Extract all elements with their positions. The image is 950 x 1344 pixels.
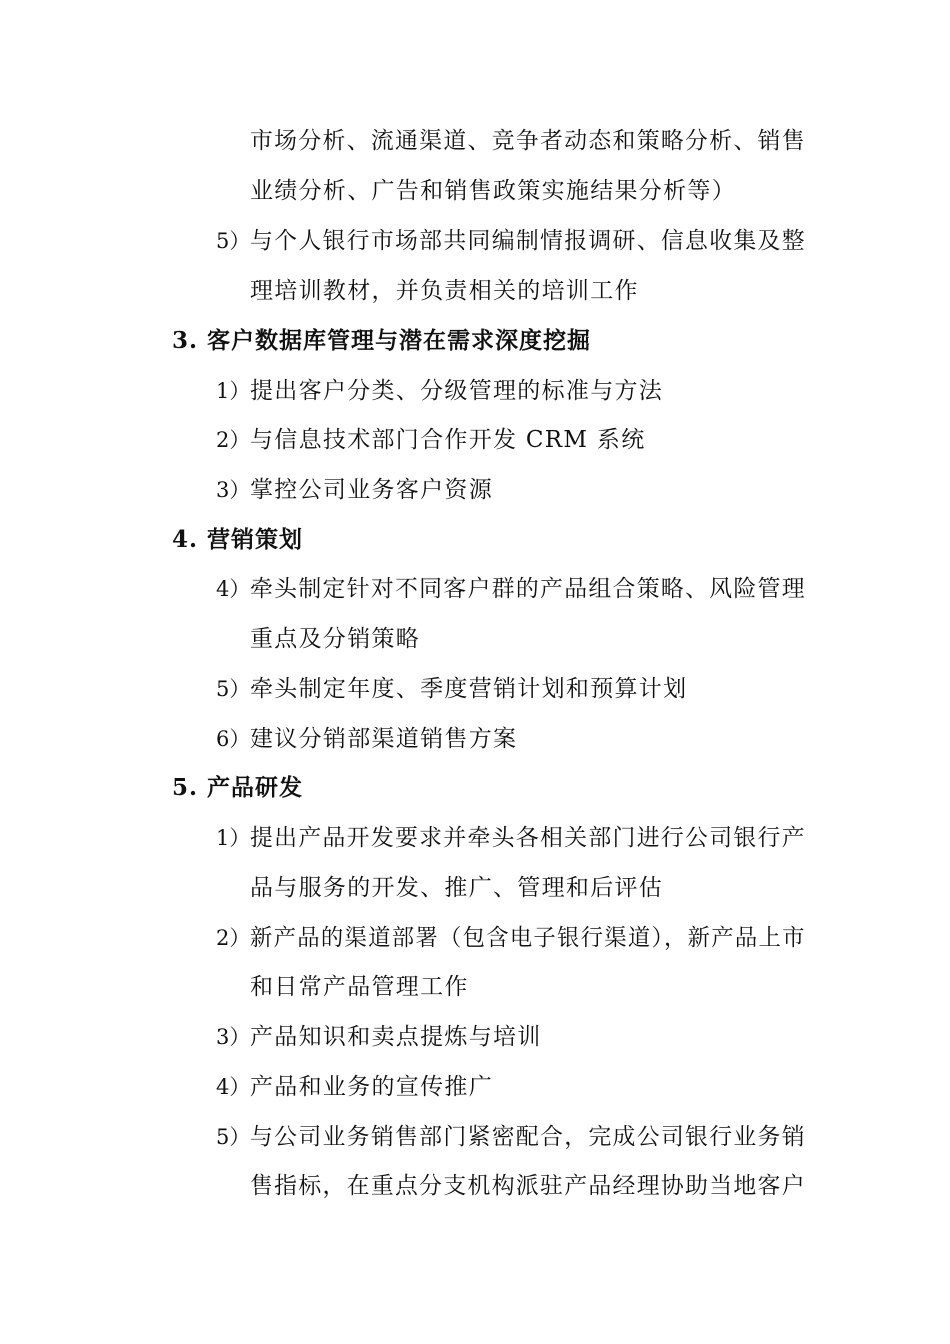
list-item-number: 4）: [216, 1075, 251, 1099]
list-item-number: 3）: [216, 478, 251, 502]
list-item-text: 新产品的渠道部署（包含电子银行渠道），新产品上市: [250, 925, 806, 951]
list-item-text: 和日常产品管理工作: [250, 974, 469, 1000]
list-item-text: 与公司业务销售部门紧密配合，完成公司银行业务销: [250, 1124, 806, 1150]
list-item-number: 4）: [216, 577, 251, 601]
list-item-number: 2）: [216, 926, 251, 950]
section-heading: 4. 营销策划: [172, 526, 304, 553]
list-item-number: 5）: [216, 229, 251, 253]
list-item-text: 产品知识和卖点提炼与培训: [250, 1024, 542, 1050]
list-item-number: 2）: [216, 428, 251, 452]
list-item-number: 1）: [216, 826, 251, 850]
list-item-text: 牵头制定年度、季度营销计划和预算计划: [250, 676, 688, 702]
section-heading: 5. 产品研发: [172, 774, 304, 801]
list-item-text: 售指标，在重点分支机构派驻产品经理协助当地客户: [250, 1173, 806, 1199]
list-item-text: 与个人银行市场部共同编制情报调研、信息收集及整: [250, 228, 806, 254]
list-item-text: 提出客户分类、分级管理的标准与方法: [250, 378, 664, 404]
list-item-text: 与信息技术部门合作开发 CRM 系统: [250, 427, 646, 453]
list-item-text: 牵头制定针对不同客户群的产品组合策略、风险管理: [250, 576, 806, 602]
list-item-number: 5）: [216, 677, 251, 701]
list-item-number: 5）: [216, 1125, 251, 1149]
list-item-text: 品与服务的开发、推广、管理和后评估: [250, 875, 664, 901]
list-item-text: 提出产品开发要求并牵头各相关部门进行公司银行产: [250, 825, 806, 851]
continuation-line-1: 市场分析、流通渠道、竞争者动态和策略分析、销售: [250, 128, 806, 154]
list-item-text: 掌控公司业务客户资源: [250, 477, 493, 503]
list-item-text: 重点及分销策略: [250, 626, 421, 652]
list-item-text: 产品和业务的宣传推广: [250, 1074, 493, 1100]
list-item-number: 1）: [216, 379, 251, 403]
list-item-text: 理培训教材，并负责相关的培训工作: [250, 278, 639, 304]
list-item-number: 6）: [216, 727, 251, 751]
list-item-text: 建议分销部渠道销售方案: [250, 726, 518, 752]
list-item-number: 3）: [216, 1025, 251, 1049]
section-heading: 3. 客户数据库管理与潜在需求深度挖掘: [172, 327, 592, 354]
continuation-line-2: 业绩分析、广告和销售政策实施结果分析等）: [250, 178, 736, 204]
